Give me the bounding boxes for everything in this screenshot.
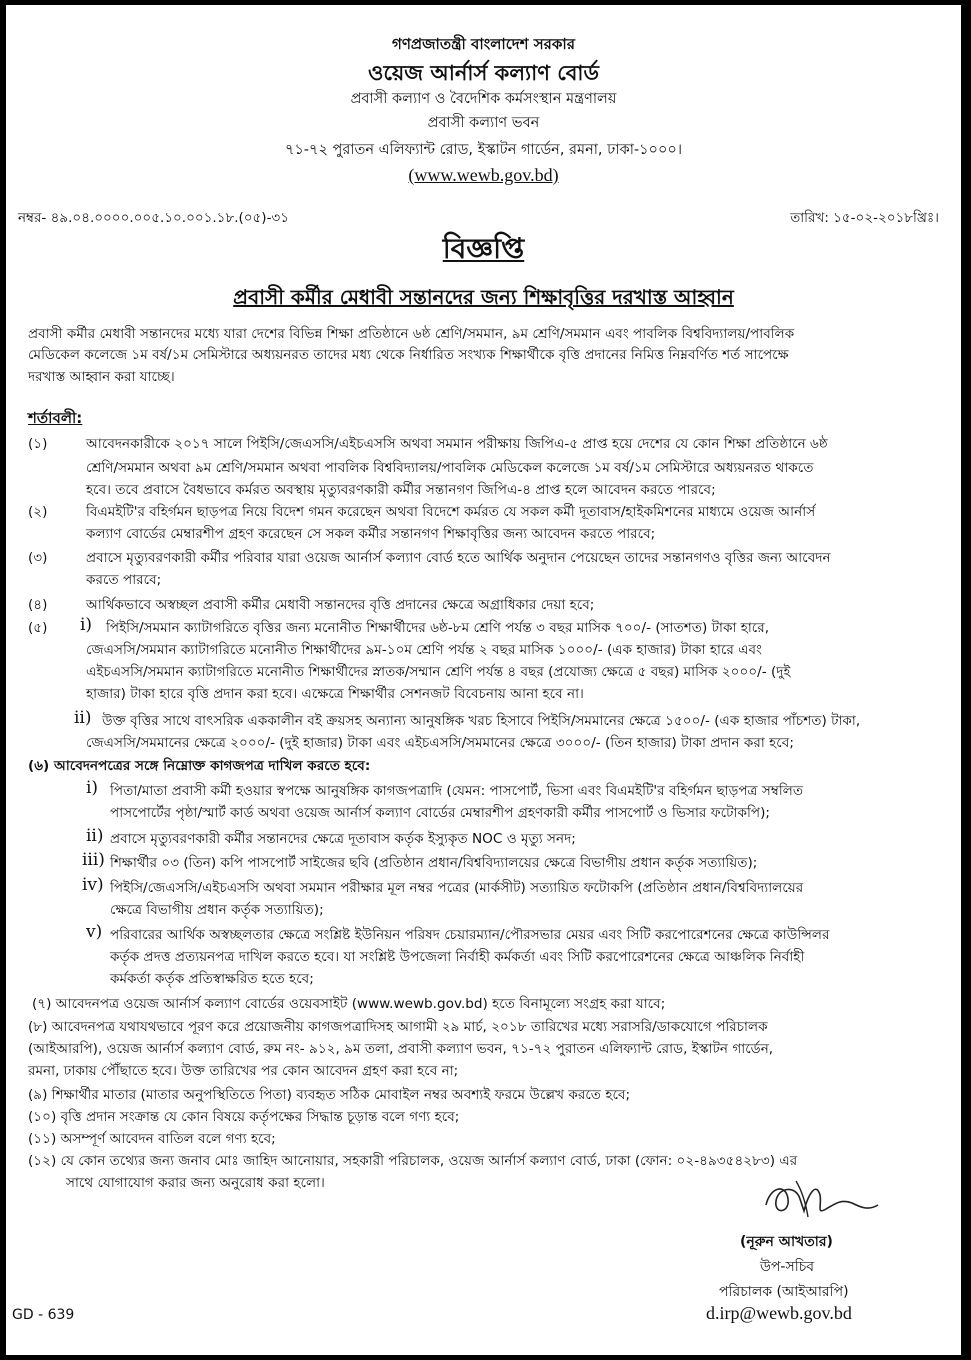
memo-date: তারিখ: ১৫-০২-২০১৮খ্রিঃ।	[790, 210, 939, 226]
org-name: ওয়েজ আর্নার্স কল্যাণ বোর্ড	[368, 61, 599, 85]
signatory-role: পরিচালক (আইআরপি)	[719, 1284, 849, 1300]
notice-title: বিজ্ঞপ্তি	[442, 232, 525, 265]
signatory-email[interactable]: d.irp@wewb.gov.bd	[706, 1303, 852, 1323]
building-name: প্রবাসী কল্যাণ ভবন	[427, 115, 540, 131]
gd-code: GD - 639	[12, 1307, 75, 1323]
address: ৭১-৭২ পুরাতন এলিফ্যান্ট রোড, ইস্কাটন গার্ডেন, রমনা, ঢাকা-১০০০।	[284, 142, 683, 158]
conditions-heading: শর্তাবলী:	[28, 409, 83, 427]
signature-mark	[756, 1165, 886, 1225]
signatory-designation: উপ-সচিব	[760, 1259, 815, 1275]
memo-number: নম্বর- ৪৯.০৪.০০০০.০০৫.১০.০০১.১৮.(০৫)-৩১	[18, 210, 289, 226]
notice-sheet: গণপ্রজাতন্ত্রী বাংলাদেশ সরকার ওয়েজ আর্নার্স কল্যাণ বোর্ড প্রবাসী কল্যাণ ও বৈদেশিক কর্মসংস্থান মন্ত্রণালয় প্রবাসী কল্যাণ ভবন ৭১-৭২ পুরাতন এলিফ্যান্ট রোড, ইস্কাটন গার্ডেন, রমনা, ঢাকা-১০০০। (www.wewb.gov.bd) নম্বর- ৪৯.০৪.০০০০.০০৫.১০.০০১.১৮.(০৫)-৩১ তারিখ: ১৫-০২-২০১৮খ্রিঃ। বিজ্ঞপ্তি প্রবাসী কর্মীর মেধাবী সন্তানদের জন্য শিক্ষাবৃত্তির দরখাস্ত আহ্বান প্রবাসী কর্মীর মেধাবী সন্তানদের মধ্যে যারা দেশের বিভিন্ন শিক্ষা প্রতিষ্ঠানে ৬ষ্ঠ শ্রেণি/সমমান, ৯ম শ্রেণি/সমমান এবং পাবলিক বিশ্ববিদ্যালয়/পাবলিক মেডিকেল কলেজে ১ম বর্ষ/১ম সেমিস্টারে অধ্যয়নরত তাদের মধ্য থেকে নির্ধারিত সংখ্যক শিক্ষার্থীকে বৃত্তি প্রদানের নিমিত্ত নিম্নবর্ণিত শর্ত সাপেক্ষে দরখাস্ত আহ্বান করা যাচ্ছে। শর্তাবলী: (১) আবেদনকারীকে ২০১৭ সালে পিইসি/জেএসসি/এইচএসসি অথবা সমমান পরীক্ষায় জিপিএ-৫ প্রাপ্ত হয়ে দেশের যে কোন শিক্ষা প্রতিষ্ঠানে ৬ষ্ঠ শ্রেণি/সমমান অথবা ৯ম শ্রেণি/সমমান অথবা পাবলিক বিশ্ববিদ্যালয়/পাবলিক মেডিকেল কলেজে ১ম বর্ষ/১ম সেমিস্টারে অধ্যয়নরত থাকতে হবে। তবে প্রবাসে বৈধভাবে কর্মরত অবস্থায় মৃত্যুবরণকারী কর্মীর সন্তানগণ জিপিএ-৪ প্রাপ্ত হলে আবেদন করতে পারবে; (২) বিএমইটি'র বহির্গমন ছাড়পত্র নিয়ে বিদেশ গমন করেছেন অথবা বিদেশে কর্মরত যে সকল কর্মী দূতাবাস/হাইকমিশনের মাধ্যমে ওয়েজ আর্নার্স কল্যাণ বোর্ডের মেম্বারশীপ গ্রহণ করেছেন সে সকল কর্মীর সন্তানগণ শিক্ষাবৃত্তির জন্য আবেদন করতে পারবে; (৩) প্রবাসে মৃত্যুবরণকারী কর্মীর পরিবার যারা ওয়েজ আর্নার্স কল্যাণ বোর্ড হতে আর্থিক অনুদান পেয়েছেন তাদের সন্তানগণও বৃত্তির জন্য আবেদন করতে পারবে; (৪) আর্থিকভাবে অস্বচ্ছল প্রবাসী কর্মীর মেধাবী সন্তানদের বৃত্তি প্রদানের ক্ষেত্রে অগ্রাধিকার দেয়া হবে; (৫) i) পিইসি/সমমান ক্যাটাগরিতে বৃত্তির জন্য মনোনীত শিক্ষার্থীদের ৬ষ্ঠ-৮ম শ্রেণি পর্যন্ত ৩ বছর মাসিক ৭০০/- (সাতশত) টাকা হারে, জেএসসি/সমমান ক্যাটাগরিতে মনোনীত শিক্ষার্থীদের ৯ম-১০ম শ্রেণি পর্যন্ত ২ বছর মাসিক ১০০০/- (এক হাজার) টাকা হারে এবং এইচএসসি/সমমান ক্যাটাগরিতে মনোনীত শিক্ষার্থীদের স্নাতক/সম্মান শ্রেণি পর্যন্ত ৪ বছর (প্রযোজ্য ক্ষেত্রে ৫ বছর) মাসিক ২০০০/- (দুই হাজার) টাকা হারে বৃত্তি প্রদান করা হবে। এক্ষেত্রে শিক্ষার্থীর সেশনজট বিবেচনায় আনা হবে না। ii) উক্ত বৃত্তির সাথে বাৎসরিক এককালীন বই ক্রয়সহ অন্যান্য আনুষঙ্গিক খরচ হিসাবে পিইসি/সমমানের ক্ষেত্রে ১৫০০/- (এক হাজার পাঁচশত) টাকা, জেএসসি/সমমানের ক্ষেত্রে ২০০০/- (দুই হাজার) টাকা এবং এইচএসসি/সমমানের ক্ষেত্রে ৩০০০/- (তিন হাজার) টাকা প্রদান করা হবে; (৬) আবেদনপত্রের সঙ্গে নিম্নোক্ত কাগজপত্র দাখিল করতে হবে: i) পিতা/মাতা প্রবাসী কর্মী হওয়ার স্বপক্ষে আনুষঙ্গিক কাগজপত্রাদি (যেমন: পাসপোর্ট, ভিসা এবং বিএমইটি'র বহির্গমন ছাড়পত্র সম্বলিত পাসপোর্টের পৃষ্ঠা/স্মার্ট কার্ড অথবা ওয়েজ আর্নার্স কল্যাণ বোর্ডের মেম্বারশীপ গ্রহণকারী কর্মীর পাসপোর্ট ও ভিসার ফটোকপি); ii) প্রবাসে মৃত্যুবরণকারী কর্মীর সন্তানদের ক্ষেত্রে দূতাবাস কর্তৃক ইস্যুকৃত NOC ও মৃত্যু সনদ; iii) শিক্ষার্থীর ০৩ (তিন) কপি পাসপোর্ট সাইজের ছবি (প্রতিষ্ঠান প্রধান/বিশ্ববিদ্যালয়ের ক্ষেত্রে বিভাগীয় প্রধান কর্তৃক সত্যায়িত); iv) পিইসি/জেএসসি/এইচএসসি অথবা সমমান পরীক্ষার মূল নম্বর পত্রের (মার্কসীট) সত্যায়িত ফটোকপি (প্রতিষ্ঠান প্রধান/বিশ্ববিদ্যালয়ের ক্ষেত্রে বিভাগীয় প্রধান কর্তৃক সত্যায়িত); v) পরিবারের আর্থিক অস্বচ্ছলতার ক্ষেত্রে সংশ্লিষ্ট ইউনিয়ন পরিষদ চেয়ারম্যান/পৌরসভার মেয়র এবং সিটি করপোরেশনের ক্ষেত্রে কাউন্সিলর কর্তৃক প্রদত্ত প্রত্যয়নপত্র দাখিল করতে হবে। যা সংশ্লিষ্ট উপজেলা নির্বাহী কর্মকর্তা এবং সিটি করপোরেশনের ক্ষেত্রে আঞ্চলিক নির্বাহী কর্মকর্তা কর্তৃক প্রতিস্বাক্ষরিত হতে হবে; (৭) আবেদনপত্র ওয়েজ আর্নার্স কল্যাণ বোর্ডের ওয়েবসাইট (www.wewb.gov.bd) হতে বিনামূল্যে সংগ্রহ করা যাবে; (৮) আবেদনপত্র যথাযথভাবে পূরণ করে প্রয়োজনীয় কাগজপত্রাদিসহ আগামী ২৯ মার্চ, ২০১৮ তারিখের মধ্যে সরাসরি/ডাকযোগে পরিচালক (আইআরপি), ওয়েজ আর্নার্স কল্যাণ বোর্ড, রুম নং- ৯১২, ৯ম তলা, প্রবাসী কল্যাণ ভবন, ৭১-৭২ পুরাতন এলিফ্যান্ট রোড, ইস্কাটন গার্ডেন, রমনা, ঢাকায় পৌঁছাতে হবে। উক্ত তারিখের পর কোন আবেদন গ্রহণ করা হবে না; (৯) শিক্ষার্থীর মাতার (মাতার অনুপস্থিতিতে পিতা) ব্যবহৃত সঠিক মোবাইল নম্বর অবশ্যই ফরমে উল্লেখ করতে হবে; (১০) বৃত্তি প্রদান সংক্রান্ত যে কোন বিষয়ে কর্তৃপক্ষের সিদ্ধান্ত চূড়ান্ত বলে গণ্য হবে; (১১) অসম্পূর্ণ আবেদন বাতিল বলে গণ্য হবে; (১২) যে কোন তথ্যের জন্য জনাব মোঃ জাহিদ আনোয়ার, সহকারী পরিচালক, ওয়েজ আর্নার্স কল্যাণ বোর্ড, ঢাকা (ফোন: ০২-৪৯৩৫৪২৮৩) এর সাথে যোগাযোগ করার জন্য অনুরোধ করা হলো। (নূরুন আখতার) উপ-সচিব পরিচালক (আইআরপি) d.irp@wewb.gov.bd GD - 639	[6, 5, 961, 1355]
notice-subtitle: প্রবাসী কর্মীর মেধাবী সন্তানদের জন্য শিক্ষাবৃত্তির দরখাস্ত আহ্বান	[233, 285, 734, 309]
govt-name: গণপ্রজাতন্ত্রী বাংলাদেশ সরকার	[392, 35, 575, 53]
ministry-name: প্রবাসী কল্যাণ ও বৈদেশিক কর্মসংস্থান মন্ত্রণালয়	[350, 91, 617, 107]
website-link[interactable]: (www.wewb.gov.bd)	[408, 165, 559, 185]
signatory-name: (নূরুন আখতার)	[740, 1234, 833, 1250]
